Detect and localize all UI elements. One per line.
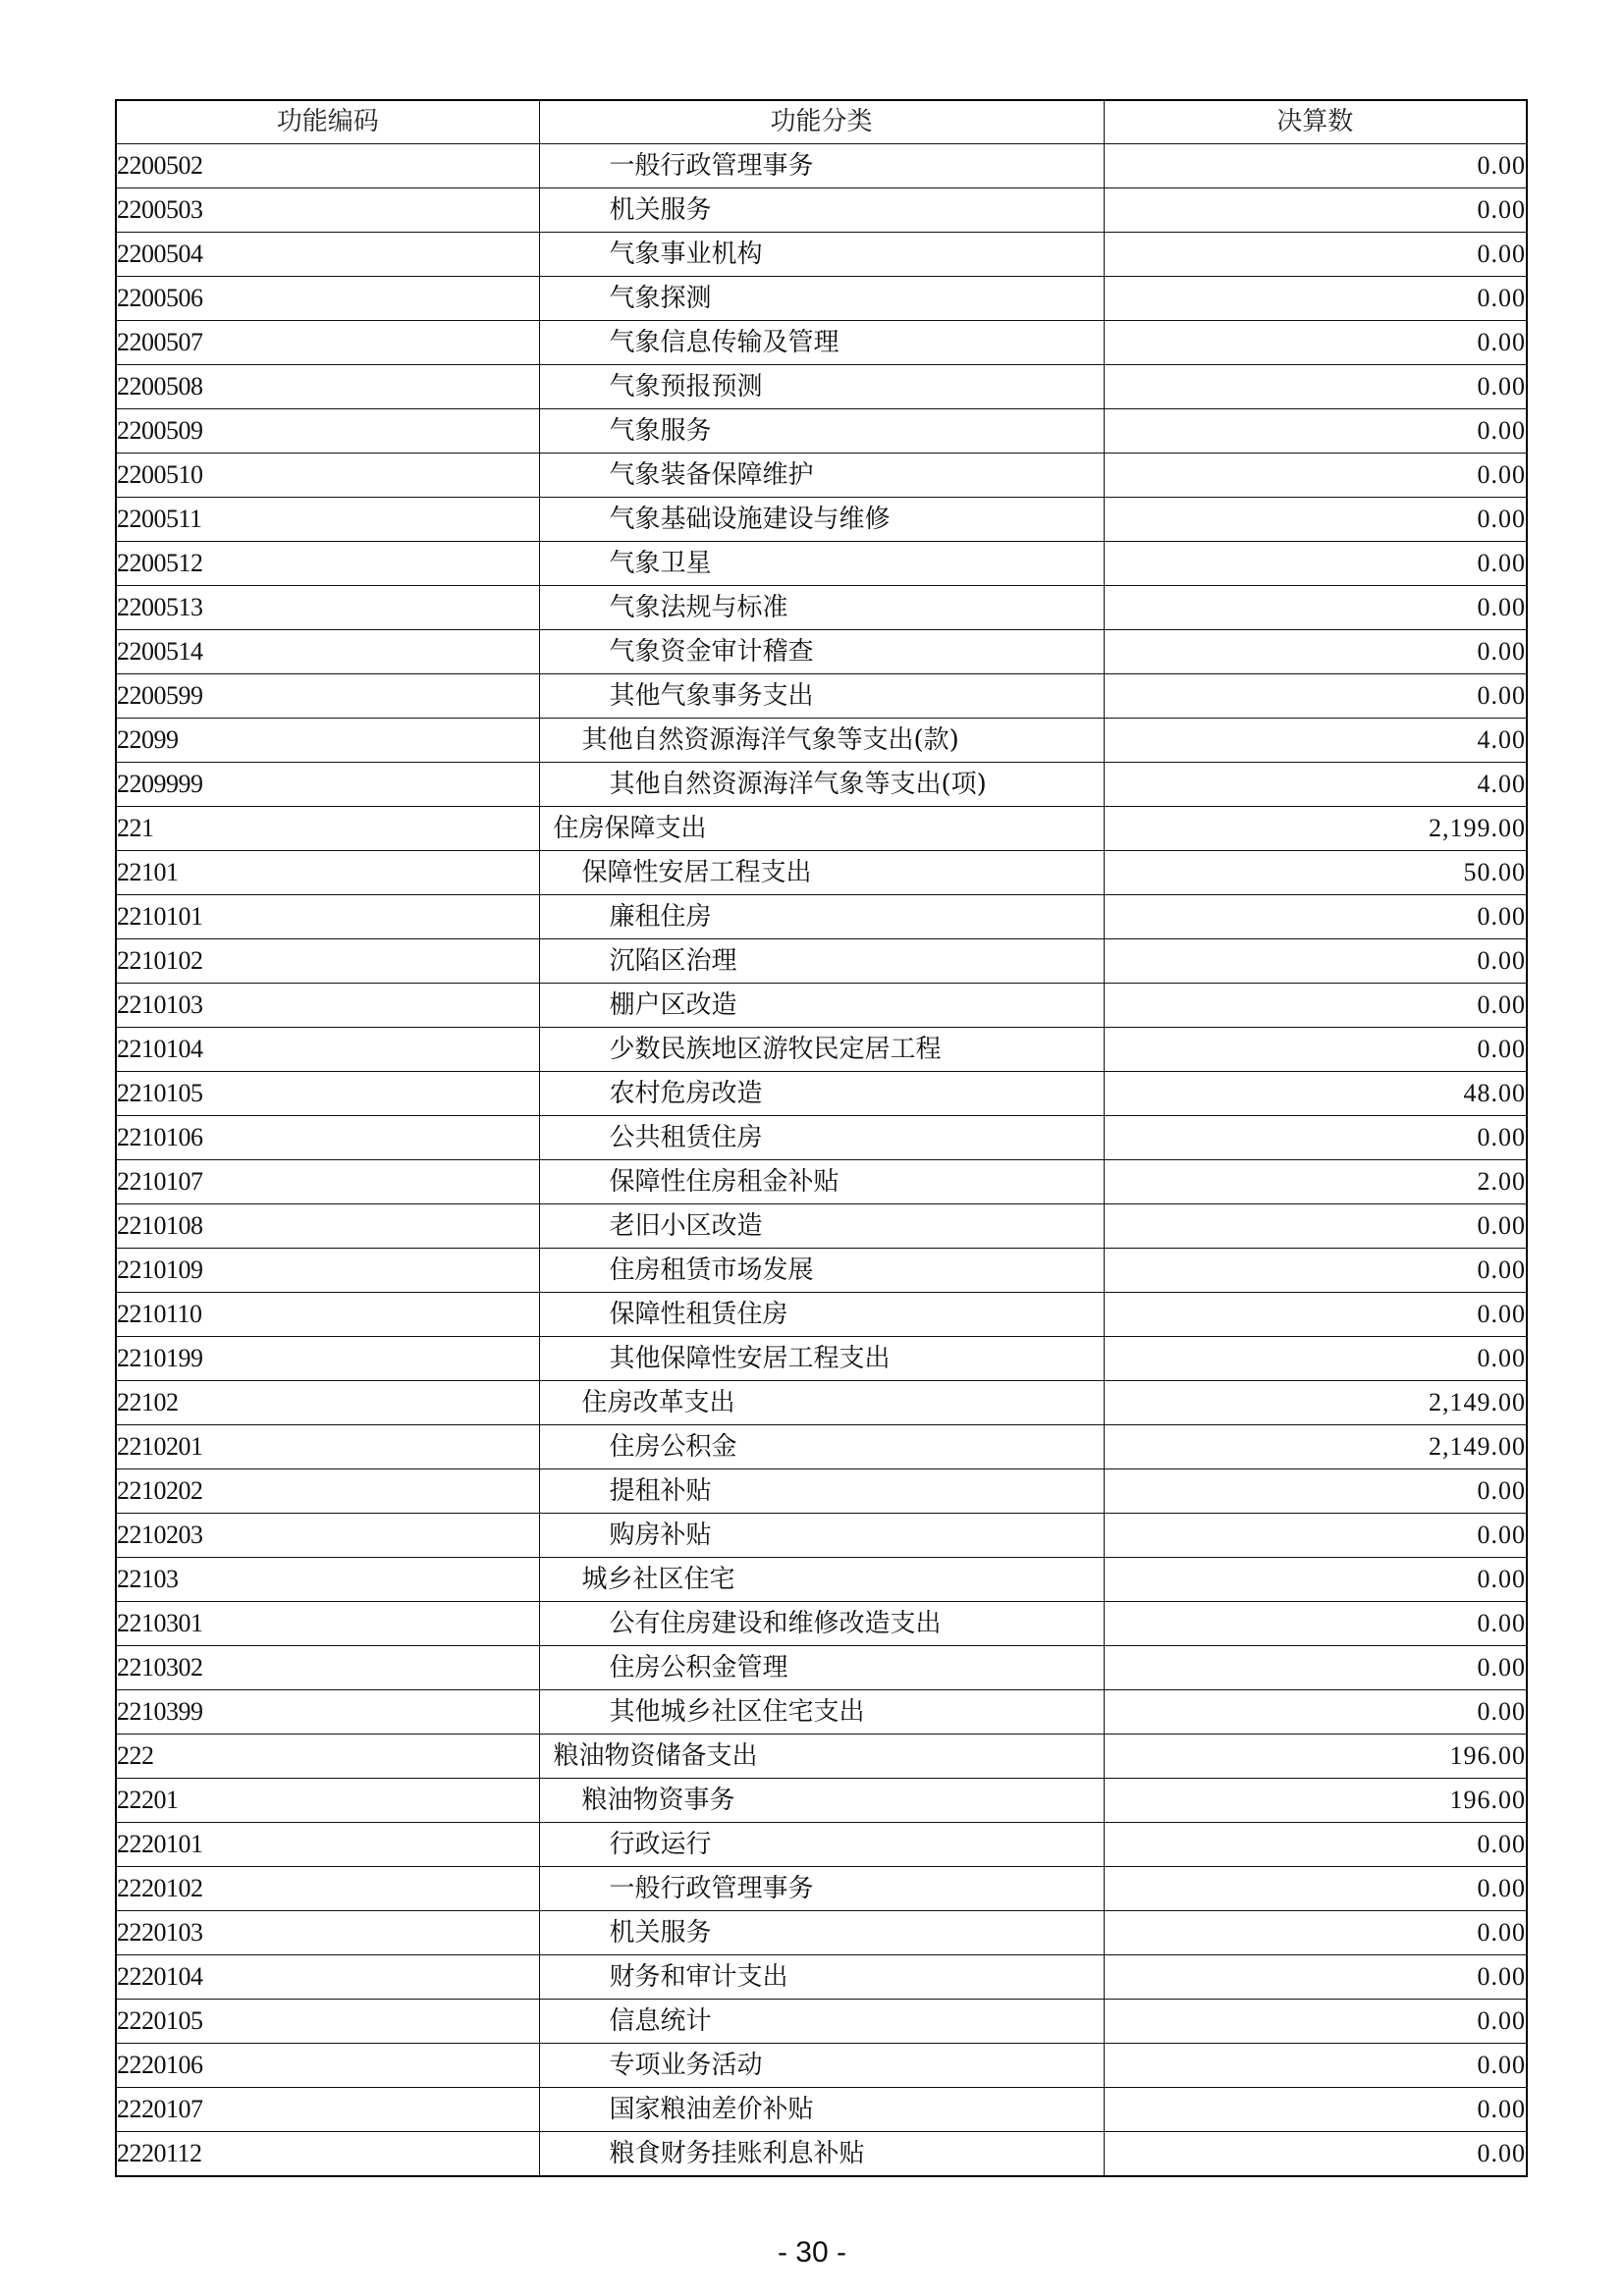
function-code-cell: 22103: [116, 1558, 539, 1602]
function-code-cell: 2210106: [116, 1116, 539, 1160]
final-amount-cell: 48.00: [1104, 1072, 1527, 1116]
final-amount-cell: 0.00: [1104, 1249, 1527, 1293]
function-code-cell: 2210107: [116, 1160, 539, 1204]
function-code-cell: 2220107: [116, 2088, 539, 2132]
function-code-cell: 2220106: [116, 2044, 539, 2088]
function-category-cell: 其他自然资源海洋气象等支出(款): [539, 719, 1104, 763]
function-code-cell: 2210109: [116, 1249, 539, 1293]
table-row: [116, 763, 1527, 807]
function-code-cell: 2200506: [116, 277, 539, 321]
table-row: [116, 984, 1527, 1028]
table-row: [116, 719, 1527, 763]
final-amount-cell: 0.00: [1104, 321, 1527, 365]
table-row: [116, 188, 1527, 233]
final-amount-cell: 0.00: [1104, 1116, 1527, 1160]
table-row: [116, 1381, 1527, 1425]
function-code-cell: 2210103: [116, 984, 539, 1028]
function-category-cell: 保障性住房租金补贴: [539, 1160, 1104, 1204]
table-row: [116, 586, 1527, 630]
final-amount-cell: 0.00: [1104, 144, 1527, 188]
function-code-cell: 2210105: [116, 1072, 539, 1116]
function-category-cell: 信息统计: [539, 2000, 1104, 2044]
function-category-cell: 机关服务: [539, 1911, 1104, 1955]
function-category-cell: 气象信息传输及管理: [539, 321, 1104, 365]
table-row: [116, 542, 1527, 586]
table-row: [116, 630, 1527, 674]
table-row: [116, 233, 1527, 277]
function-category-cell: 机关服务: [539, 188, 1104, 233]
function-code-cell: 22101: [116, 851, 539, 895]
budget-table: [115, 99, 1528, 2177]
function-code-cell: 2220105: [116, 2000, 539, 2044]
function-code-cell: 22102: [116, 1381, 539, 1425]
function-code-cell: 2220104: [116, 1955, 539, 2000]
function-code-cell: 2210399: [116, 1690, 539, 1735]
final-amount-cell: 196.00: [1104, 1779, 1527, 1823]
final-amount-cell: 0.00: [1104, 1204, 1527, 1249]
function-code-cell: 2210301: [116, 1602, 539, 1646]
function-code-cell: 2210102: [116, 939, 539, 984]
table-row: [116, 895, 1527, 939]
function-category-cell: 国家粮油差价补贴: [539, 2088, 1104, 2132]
final-amount-cell: 2,199.00: [1104, 807, 1527, 851]
function-category-cell: 气象装备保障维护: [539, 454, 1104, 498]
function-code-cell: 2210104: [116, 1028, 539, 1072]
final-amount-cell: 0.00: [1104, 454, 1527, 498]
table-row: [116, 1337, 1527, 1381]
function-category-cell: 保障性租赁住房: [539, 1293, 1104, 1337]
table-row: [116, 277, 1527, 321]
function-category-cell: 住房租赁市场发展: [539, 1249, 1104, 1293]
function-category-cell: 廉租住房: [539, 895, 1104, 939]
table-row: [116, 2044, 1527, 2088]
function-code-cell: 2220101: [116, 1823, 539, 1867]
table-row: [116, 1779, 1527, 1823]
function-code-cell: 2210199: [116, 1337, 539, 1381]
table-row: [116, 1602, 1527, 1646]
function-category-cell: 公共租赁住房: [539, 1116, 1104, 1160]
final-amount-cell: 0.00: [1104, 939, 1527, 984]
function-code-cell: 2220102: [116, 1867, 539, 1911]
table-row: [116, 1425, 1527, 1469]
function-category-cell: 粮食财务挂账利息补贴: [539, 2132, 1104, 2177]
final-amount-cell: 0.00: [1104, 984, 1527, 1028]
table-row: [116, 1072, 1527, 1116]
final-amount-cell: 196.00: [1104, 1735, 1527, 1779]
function-code-cell: 2220103: [116, 1911, 539, 1955]
final-amount-cell: 0.00: [1104, 1690, 1527, 1735]
table-row: [116, 1823, 1527, 1867]
final-amount-cell: 0.00: [1104, 2044, 1527, 2088]
function-code-cell: 2200504: [116, 233, 539, 277]
final-amount-cell: 0.00: [1104, 1867, 1527, 1911]
header-final-amount: 决算数: [1104, 100, 1527, 144]
function-code-cell: 2200513: [116, 586, 539, 630]
function-category-cell: 气象资金审计稽查: [539, 630, 1104, 674]
function-category-cell: 城乡社区住宅: [539, 1558, 1104, 1602]
function-code-cell: 2200510: [116, 454, 539, 498]
final-amount-cell: 0.00: [1104, 1514, 1527, 1558]
function-category-cell: 购房补贴: [539, 1514, 1104, 1558]
table-row: [116, 807, 1527, 851]
final-amount-cell: 0.00: [1104, 1469, 1527, 1514]
final-amount-cell: 0.00: [1104, 188, 1527, 233]
function-category-cell: 气象事业机构: [539, 233, 1104, 277]
function-code-cell: 221: [116, 807, 539, 851]
final-amount-cell: 0.00: [1104, 277, 1527, 321]
final-amount-cell: 0.00: [1104, 1646, 1527, 1690]
function-category-cell: 气象法规与标准: [539, 586, 1104, 630]
function-category-cell: 气象探测: [539, 277, 1104, 321]
table-row: [116, 674, 1527, 719]
function-category-cell: 住房保障支出: [539, 807, 1104, 851]
header-function-code: 功能编码: [116, 100, 539, 144]
function-code-cell: 222: [116, 1735, 539, 1779]
function-category-cell: 保障性安居工程支出: [539, 851, 1104, 895]
function-code-cell: 2200599: [116, 674, 539, 719]
function-category-cell: 老旧小区改造: [539, 1204, 1104, 1249]
function-code-cell: 2210203: [116, 1514, 539, 1558]
function-code-cell: 2200514: [116, 630, 539, 674]
function-category-cell: 一般行政管理事务: [539, 144, 1104, 188]
table-header: [116, 100, 1527, 144]
function-category-cell: 农村危房改造: [539, 1072, 1104, 1116]
final-amount-cell: 0.00: [1104, 1558, 1527, 1602]
final-amount-cell: 0.00: [1104, 542, 1527, 586]
table-row: [116, 144, 1527, 188]
function-code-cell: 2200502: [116, 144, 539, 188]
header-row: [116, 100, 1527, 144]
table-row: [116, 1116, 1527, 1160]
function-category-cell: 提租补贴: [539, 1469, 1104, 1514]
function-code-cell: 2210201: [116, 1425, 539, 1469]
table-row: [116, 2000, 1527, 2044]
table-row: [116, 1735, 1527, 1779]
final-amount-cell: 0.00: [1104, 1293, 1527, 1337]
table-row: [116, 321, 1527, 365]
final-amount-cell: 0.00: [1104, 1911, 1527, 1955]
function-category-cell: 粮油物资储备支出: [539, 1735, 1104, 1779]
table-row: [116, 365, 1527, 409]
table-row: [116, 1955, 1527, 2000]
final-amount-cell: 0.00: [1104, 1028, 1527, 1072]
final-amount-cell: 2,149.00: [1104, 1381, 1527, 1425]
table-row: [116, 2132, 1527, 2177]
final-amount-cell: 2.00: [1104, 1160, 1527, 1204]
table-row: [116, 1911, 1527, 1955]
function-category-cell: 棚户区改造: [539, 984, 1104, 1028]
final-amount-cell: 2,149.00: [1104, 1425, 1527, 1469]
table-row: [116, 454, 1527, 498]
function-category-cell: 气象预报预测: [539, 365, 1104, 409]
table-row: [116, 1646, 1527, 1690]
function-code-cell: 2209999: [116, 763, 539, 807]
function-code-cell: 2200512: [116, 542, 539, 586]
function-category-cell: 住房公积金管理: [539, 1646, 1104, 1690]
table-row: [116, 851, 1527, 895]
function-code-cell: 22201: [116, 1779, 539, 1823]
table-row: [116, 1514, 1527, 1558]
final-amount-cell: 0.00: [1104, 895, 1527, 939]
function-code-cell: 2220112: [116, 2132, 539, 2177]
header-function-category: 功能分类: [539, 100, 1104, 144]
function-category-cell: 住房公积金: [539, 1425, 1104, 1469]
function-code-cell: 2210302: [116, 1646, 539, 1690]
table-row: [116, 1160, 1527, 1204]
function-category-cell: 气象服务: [539, 409, 1104, 454]
table-row: [116, 1028, 1527, 1072]
final-amount-cell: 0.00: [1104, 586, 1527, 630]
function-category-cell: 行政运行: [539, 1823, 1104, 1867]
table-body: [116, 144, 1527, 2177]
function-category-cell: 其他气象事务支出: [539, 674, 1104, 719]
function-category-cell: 其他自然资源海洋气象等支出(项): [539, 763, 1104, 807]
final-amount-cell: 0.00: [1104, 409, 1527, 454]
table-row: [116, 1249, 1527, 1293]
final-amount-cell: 4.00: [1104, 763, 1527, 807]
function-category-cell: 其他保障性安居工程支出: [539, 1337, 1104, 1381]
function-category-cell: 住房改革支出: [539, 1381, 1104, 1425]
final-amount-cell: 0.00: [1104, 1955, 1527, 2000]
function-category-cell: 专项业务活动: [539, 2044, 1104, 2088]
final-amount-cell: 0.00: [1104, 1337, 1527, 1381]
function-category-cell: 粮油物资事务: [539, 1779, 1104, 1823]
function-code-cell: 2210110: [116, 1293, 539, 1337]
table-row: [116, 1204, 1527, 1249]
function-category-cell: 一般行政管理事务: [539, 1867, 1104, 1911]
function-code-cell: 2200509: [116, 409, 539, 454]
final-amount-cell: 0.00: [1104, 2132, 1527, 2177]
final-amount-cell: 0.00: [1104, 2000, 1527, 2044]
final-amount-cell: 50.00: [1104, 851, 1527, 895]
function-code-cell: 2200503: [116, 188, 539, 233]
function-code-cell: 2210202: [116, 1469, 539, 1514]
table-row: [116, 1558, 1527, 1602]
table-row: [116, 498, 1527, 542]
final-amount-cell: 0.00: [1104, 1602, 1527, 1646]
function-code-cell: 2200511: [116, 498, 539, 542]
final-amount-cell: 0.00: [1104, 674, 1527, 719]
function-category-cell: 公有住房建设和维修改造支出: [539, 1602, 1104, 1646]
table-row: [116, 939, 1527, 984]
table-row: [116, 1469, 1527, 1514]
table-row: [116, 1867, 1527, 1911]
page-number: - 30 -: [777, 2236, 847, 2269]
function-category-cell: 沉陷区治理: [539, 939, 1104, 984]
table-row: [116, 1690, 1527, 1735]
final-amount-cell: 0.00: [1104, 365, 1527, 409]
table-row: [116, 1293, 1527, 1337]
function-code-cell: 2200508: [116, 365, 539, 409]
final-amount-cell: 0.00: [1104, 630, 1527, 674]
final-amount-cell: 4.00: [1104, 719, 1527, 763]
final-amount-cell: 0.00: [1104, 233, 1527, 277]
function-code-cell: 2210108: [116, 1204, 539, 1249]
function-category-cell: 少数民族地区游牧民定居工程: [539, 1028, 1104, 1072]
final-amount-cell: 0.00: [1104, 1823, 1527, 1867]
function-category-cell: 气象基础设施建设与维修: [539, 498, 1104, 542]
function-category-cell: 其他城乡社区住宅支出: [539, 1690, 1104, 1735]
final-amount-cell: 0.00: [1104, 2088, 1527, 2132]
function-code-cell: 2200507: [116, 321, 539, 365]
function-code-cell: 22099: [116, 719, 539, 763]
function-category-cell: 财务和审计支出: [539, 1955, 1104, 2000]
final-amount-cell: 0.00: [1104, 498, 1527, 542]
function-code-cell: 2210101: [116, 895, 539, 939]
table-row: [116, 409, 1527, 454]
function-category-cell: 气象卫星: [539, 542, 1104, 586]
table-row: [116, 2088, 1527, 2132]
